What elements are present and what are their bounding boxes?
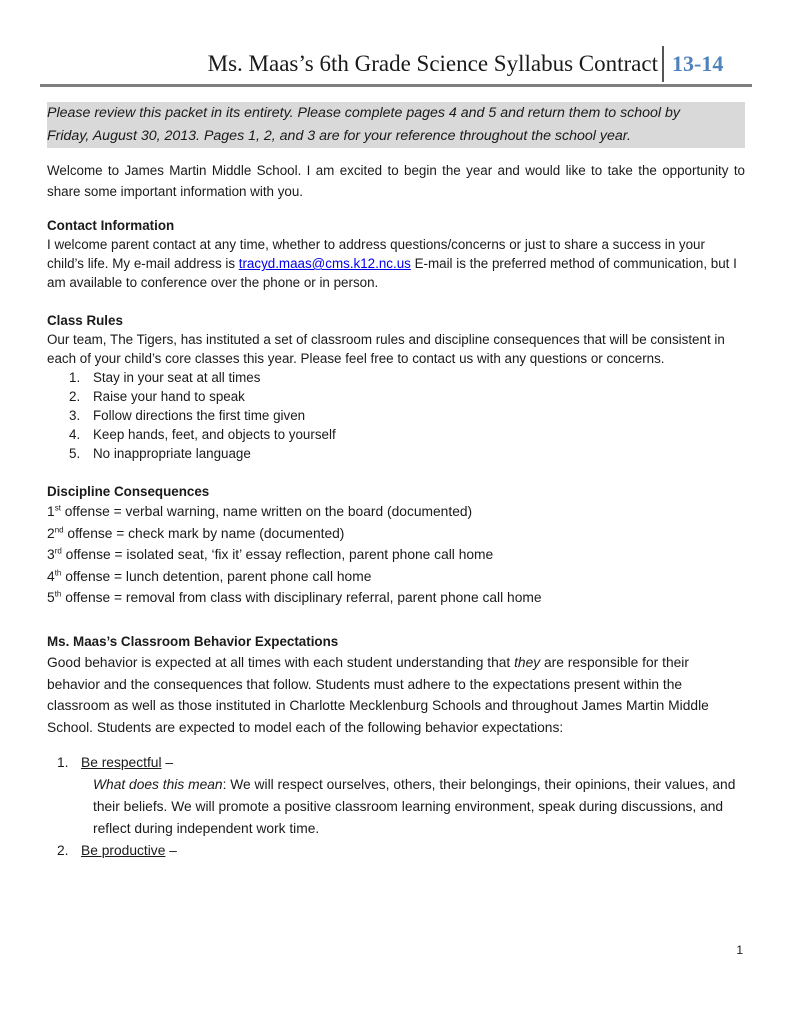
- discipline-heading: Discipline Consequences: [47, 484, 210, 499]
- contact-text-after: E-mail is the preferred method of communication, but I am available to conference over the phone or in person.: [47, 256, 737, 290]
- contact-heading: Contact Information: [47, 218, 175, 233]
- document-body: [47, 102, 745, 862]
- rules-section: [47, 311, 745, 463]
- list-item: 2. Be productive –: [57, 843, 177, 858]
- header-rule: [40, 84, 752, 87]
- discipline-section: [47, 482, 745, 609]
- expectations-paragraph: Good behavior is expected at all times with each student understanding that they are responsible for their behavior and the consequences that follow. Students must adhere to the expectations present within the classroom as well as those instituted in Charlotte Mecklenburg Schools and throughout James Martin Middle School. Students are expected to model each of the following behavior expectations:: [47, 655, 709, 735]
- list-item: 2. Raise your hand to speak: [69, 389, 245, 404]
- review-notice: [47, 102, 745, 148]
- list-item: 1. Be respectful –: [57, 755, 174, 770]
- list-item: 4. Keep hands, feet, and objects to yourself: [69, 427, 336, 442]
- offense-item: 1st offense = verbal warning, name written on the board (documented): [47, 503, 473, 519]
- header-divider: [662, 46, 664, 82]
- expectation-description: What does this mean: We will respect ourselves, others, their belongings, their opinions, their values, and their beliefs. We will promote a positive classroom learning environment, speak during discussions, and reflect during independent work time.: [93, 777, 736, 836]
- contact-section: [47, 216, 745, 292]
- notice-line-1: Please review this packet in its entirety. Please complete pages 4 and 5 and return them to school by: [47, 105, 681, 121]
- list-item: 1. Stay in your seat at all times: [69, 370, 261, 385]
- rules-intro: Our team, The Tigers, has instituted a set of classroom rules and discipline consequences that will be consistent in each of your child’s core classes this year. Please feel free to contact us with any questions or concerns.: [47, 332, 725, 366]
- offense-item: 2nd offense = check mark by name (documented): [47, 524, 345, 541]
- email-link[interactable]: tracyd.maas@cms.k12.nc.us: [238, 256, 411, 271]
- notice-line-2: Friday, August 30, 2013. Pages 1, 2, and 3 are for your reference throughout the school year.: [47, 128, 631, 144]
- list-item: 3. Follow directions the first time given: [69, 408, 306, 423]
- page-number: 1: [736, 943, 743, 957]
- behavior-expectations-list: [47, 752, 745, 862]
- offense-item: 3rd offense = isolated seat, ‘fix it’ essay reflection, parent phone call home: [47, 546, 494, 562]
- expectations-section: [47, 631, 745, 739]
- offense-item: 5th offense = removal from class with disciplinary referral, parent phone call home: [47, 589, 542, 605]
- document-title: Ms. Maas’s 6th Grade Science Syllabus Contract: [207, 51, 658, 76]
- rules-list: [69, 368, 745, 463]
- school-year: 13-14: [672, 51, 724, 76]
- offense-item: 4th offense = lunch detention, parent phone call home: [47, 567, 372, 584]
- contact-text-before: I welcome parent contact at any time, whether to address questions/concerns or just to share a success in your child’s life. My e-mail address is: [47, 237, 705, 271]
- welcome-paragraph: Welcome to James Martin Middle School. I am excited to begin the year and would like to take the opportunity to share some important information with you.: [47, 163, 745, 199]
- list-item: 5. No inappropriate language: [69, 446, 251, 461]
- rules-heading: Class Rules: [47, 313, 123, 328]
- contact-paragraph: [47, 235, 745, 292]
- page-header: [40, 46, 752, 86]
- expectations-heading: Ms. Maas’s Classroom Behavior Expectations: [47, 633, 339, 649]
